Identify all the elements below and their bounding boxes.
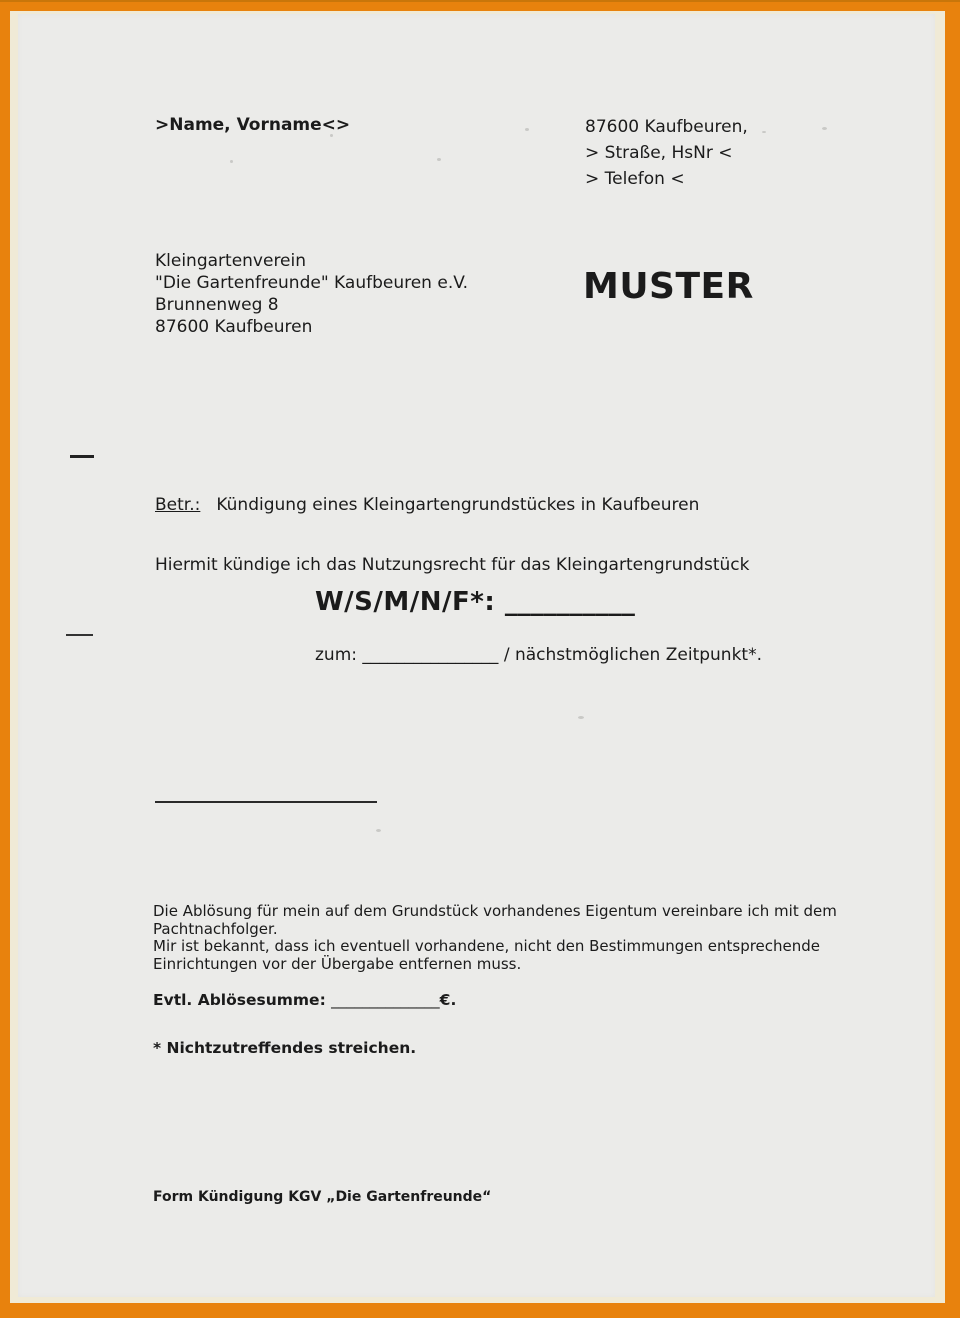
sender-street-placeholder: > Straße, HsNr < — [585, 143, 733, 163]
date-blank-field: ________________ — [362, 645, 499, 665]
terms-line: Pachtnachfolger. — [153, 919, 278, 938]
asterisk-footnote: * Nichtzutreffendes streichen. — [153, 1039, 417, 1057]
fold-mark — [70, 455, 94, 458]
form-identifier: Form Kündigung KGV „Die Gartenfreunde“ — [153, 1189, 492, 1205]
scan-artifact — [376, 829, 381, 832]
termination-date-line — [315, 645, 762, 665]
muster-watermark: MUSTER — [583, 266, 754, 307]
plot-designation-line — [315, 587, 635, 617]
fold-mark — [66, 634, 93, 636]
recipient-org: Kleingartenverein — [155, 251, 307, 271]
intro-sentence: Hiermit kündige ich das Nutzungsrecht für das Kleingartengrundstück — [155, 555, 750, 575]
sender-phone-placeholder: > Telefon < — [585, 169, 685, 189]
scan-artifact — [437, 158, 441, 161]
date-suffix: / nächstmöglichen Zeitpunkt*. — [503, 645, 762, 665]
sender-name-placeholder: >Name, Vorname<> — [155, 115, 351, 135]
scan-artifact — [578, 716, 584, 719]
sender-contact-block — [585, 114, 748, 192]
scan-artifact — [525, 128, 529, 131]
date-label: zum: — [315, 645, 357, 665]
recipient-org-name: "Die Gartenfreunde" Kaufbeuren e.V. — [155, 273, 469, 293]
subject-label: Betr.: — [155, 495, 201, 515]
terms-line: Einrichtungen vor der Übergabe entfernen muss. — [153, 954, 522, 973]
sum-currency: €. — [439, 991, 457, 1009]
terms-line: Mir ist bekannt, dass ich eventuell vorhandene, nicht den Bestimmungen entsprechende — [153, 937, 821, 955]
terms-paragraph — [153, 903, 837, 973]
subject-text: Kündigung eines Kleingartengrundstückes in Kaufbeuren — [216, 495, 700, 515]
sum-label: Evtl. Ablösesumme: — [153, 991, 326, 1009]
recipient-address-block — [155, 250, 468, 338]
recipient-city: 87600 Kaufbeuren — [155, 317, 313, 337]
terms-line: Die Ablösung für mein auf dem Grundstück vorhandenes Eigentum vereinbare ich mit dem — [153, 902, 837, 920]
sender-city: 87600 Kaufbeuren, — [585, 117, 748, 137]
plot-blank-field: __________ — [504, 587, 635, 617]
plot-label: W/S/M/N/F*: — [315, 587, 496, 617]
scan-artifact — [762, 131, 766, 133]
sum-blank-field: ______________ — [331, 991, 440, 1009]
scan-artifact — [330, 134, 333, 137]
redemption-sum-line — [153, 991, 456, 1009]
subject-line — [155, 495, 699, 515]
scan-artifact — [822, 127, 827, 130]
recipient-street: Brunnenweg 8 — [155, 295, 279, 315]
signature-line — [155, 801, 377, 803]
scan-artifact — [230, 160, 233, 163]
